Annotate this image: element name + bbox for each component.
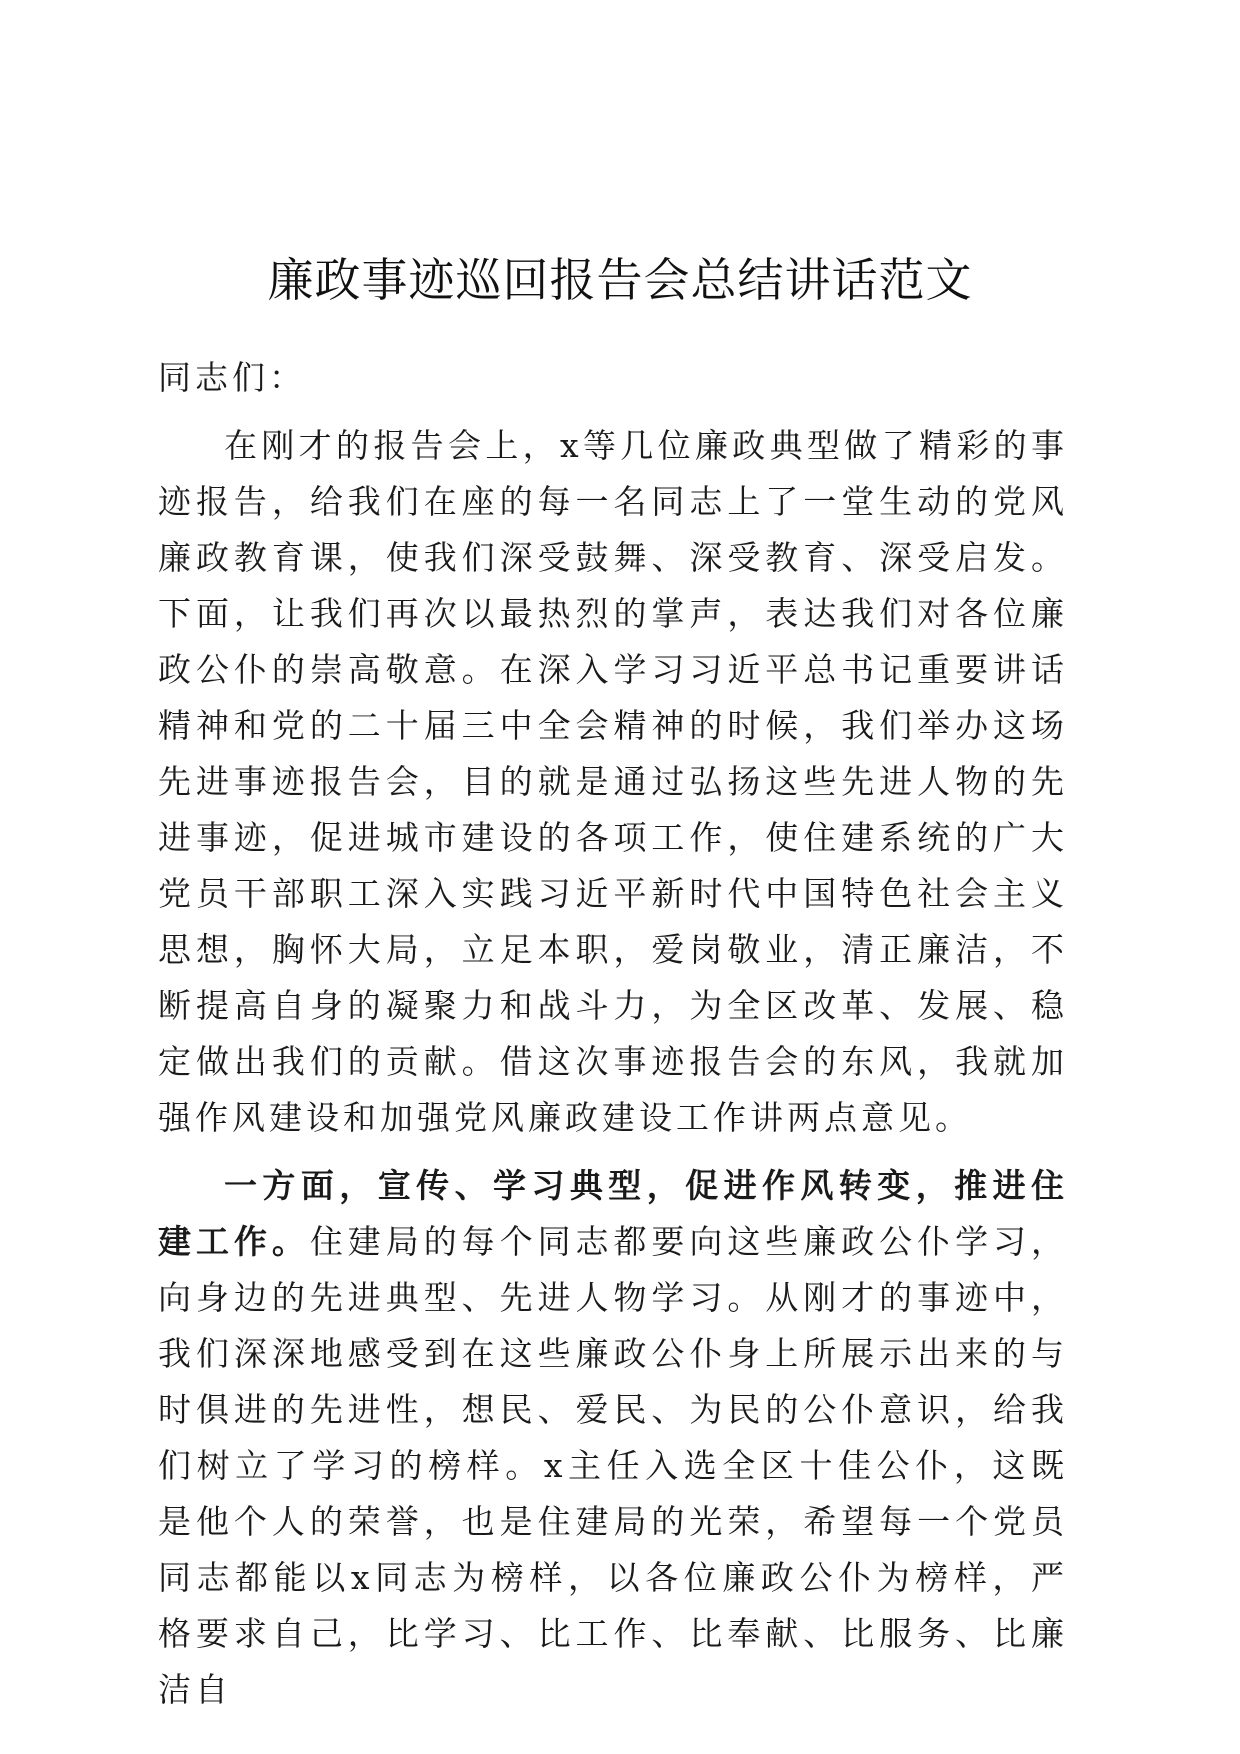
document-body [158,350,1068,1718]
greeting: 同志们： [158,358,306,397]
document-title: 廉政事迹巡回报告会总结讲话范文 [267,253,973,307]
paragraph-1 [158,418,1068,1146]
paragraph-2-text: 住建局的每个同志都要向这些廉政公仆学习，向身边的先进典型、先进人物学习。从刚才的事迹中，我们深深地感受到在这些廉政公仆身上所展示出来的与时俱进的先进性，想民、爱民、为民的公仆意识，给我们树立了学习的榜样。x主任入选全区十佳公仆，这既是他个人的荣誉，也是住建局的光荣，希望每一个党员同志都能以x同志为榜样，以各位廉政公仆为榜样，严格要求自己，比学习、比工作、比奉献、比服务、比廉洁自 [158,1222,1069,1709]
paragraph-2 [158,1158,1068,1718]
paragraph-1-text: 在刚才的报告会上，x等几位廉政典型做了精彩的事迹报告，给我们在座的每一名同志上了一堂生动的党风廉政教育课，使我们深受鼓舞、深受教育、深受启发。下面，让我们再次以最热烈的掌声，表达我们对各位廉政公仆的崇高敬意。在深入学习习近平总书记重要讲话精神和党的二十届三中全会精神的时候，我们举办这场先进事迹报告会，目的就是通过弘扬这些先进人物的先进事迹，促进城市建设的各项工作，使住建系统的广大党员干部职工深入实践习近平新时代中国特色社会主义思想，胸怀大局，立足本职，爱岗敬业，清正廉洁，不断提高自身的凝聚力和战斗力，为全区改革、发展、稳定做出我们的贡献。借这次事迹报告会的东风，我就加强作风建设和加强党风廉政建设工作讲两点意见。 [158,426,1068,1137]
paragraph-2-lead: 一方面，宣传、学习典型，促进作风转变，推进住建工作。 [158,1166,1068,1261]
